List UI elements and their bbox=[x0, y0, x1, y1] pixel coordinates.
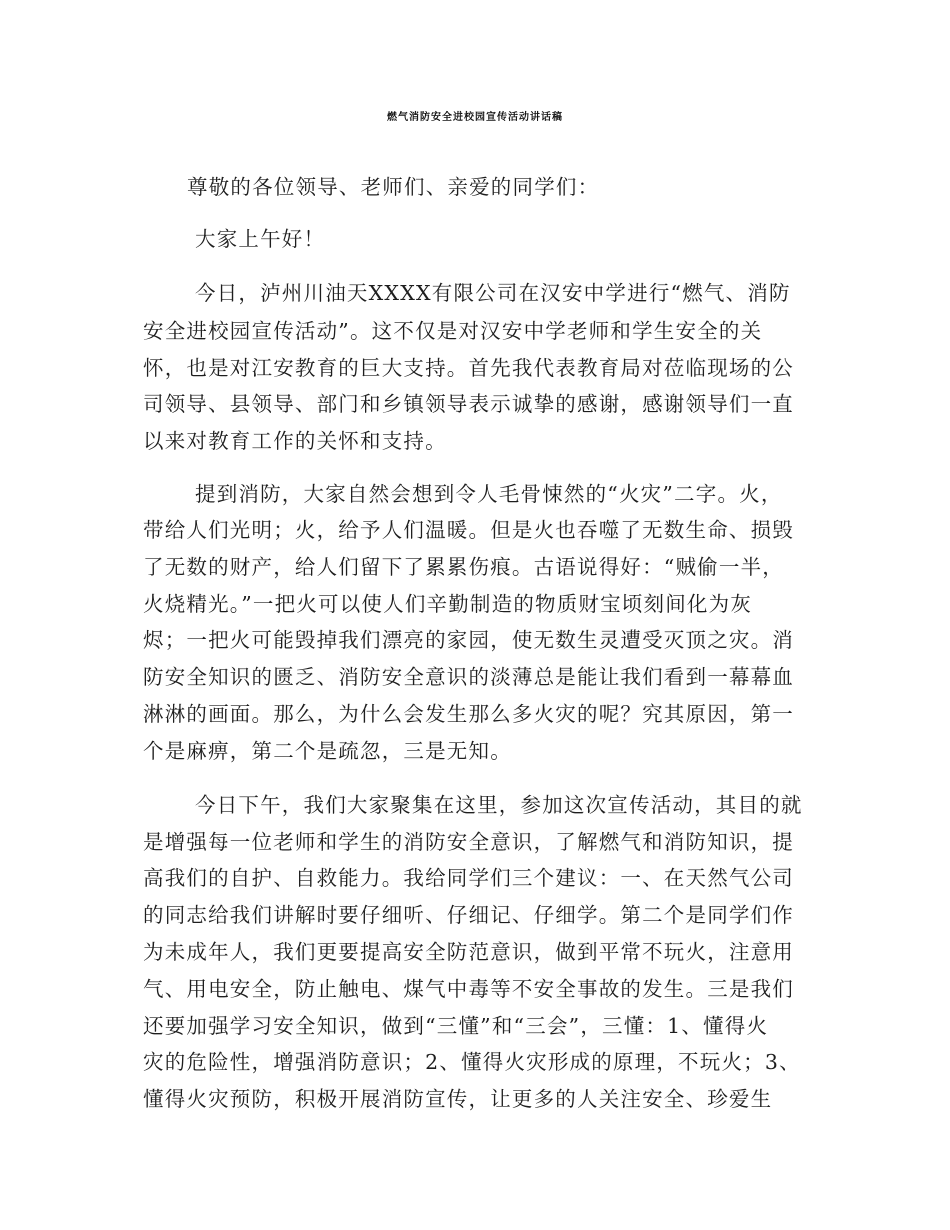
paragraph-2-line: 带给人们光明；火，给予人们温暖。但是火也吞噬了无数生命、损毁 bbox=[143, 518, 794, 542]
paragraph-3-line: 高我们的自护、自救能力。我给同学们三个建议：一、在天然气公司 bbox=[143, 866, 794, 890]
paragraph-3-line: 今日下午，我们大家聚集在这里，参加这次宣传活动，其目的就 bbox=[195, 793, 803, 817]
paragraph-3-line: 气、用电安全，防止触电、煤气中毒等不安全事故的发生。三是我们 bbox=[143, 977, 794, 1001]
paragraph-1-line: 司领导、县领导、部门和乡镇领导表示诚挚的感谢，感谢领导们一直 bbox=[143, 392, 794, 416]
paragraph-2-line: 防安全知识的匮乏、消防安全意识的淡薄总是能让我们看到一幕幕血 bbox=[143, 665, 794, 689]
paragraph-1-line: 安全进校园宣传活动”。这不仅是对汉安中学老师和学生安全的关 bbox=[143, 319, 763, 343]
paragraph-2-line: 淋淋的画面。那么，为什么会发生那么多火灾的呢？究其原因，第一 bbox=[143, 702, 794, 726]
paragraph-3-line: 灾的危险性，增强消防意识；2、懂得火灾形成的原理，不玩火；3、 bbox=[143, 1050, 801, 1074]
paragraph-2-line: 烬；一把火可能毁掉我们漂亮的家园，使无数生灵遭受灭顶之灾。消 bbox=[143, 628, 794, 652]
paragraph-1-line: 以来对教育工作的关怀和支持。 bbox=[143, 429, 447, 453]
paragraph-3-line: 还要加强学习安全知识，做到“三懂”和“三会”，三懂：1、懂得火 bbox=[143, 1014, 769, 1038]
paragraph-3-line: 是增强每一位老师和学生的消防安全意识，了解燃气和消防知识，提 bbox=[143, 830, 794, 854]
paragraph-3-line: 懂得火灾预防，积极开展消防宣传，让更多的人关注安全、珍爱生 bbox=[143, 1087, 773, 1111]
paragraph-1-line: 今日，泸州川油天XXXX有限公司在汉安中学进行“燃气、消防 bbox=[195, 281, 791, 305]
paragraph-2-line: 火烧精光。”一把火可以使人们辛勤制造的物质财宝顷刻间化为灰 bbox=[143, 592, 753, 616]
paragraph-3-line: 为未成年人，我们更要提高安全防范意识，做到平常不玩火，注意用 bbox=[143, 940, 794, 964]
greeting-line: 尊敬的各位领导、老师们、亲爱的同学们： bbox=[187, 175, 600, 199]
paragraph-1-line: 怀，也是对江安教育的巨大支持。首先我代表教育局对莅临现场的公 bbox=[143, 356, 794, 380]
hello-line: 大家上午好！ bbox=[195, 227, 326, 251]
paragraph-3-line: 的同志给我们讲解时要仔细听、仔细记、仔细学。第二个是同学们作 bbox=[143, 903, 794, 927]
paragraph-2-line: 了无数的财产，给人们留下了累累伤痕。古语说得好：“贼偷一半， bbox=[143, 555, 784, 579]
document-title: 燃气消防安全进校园宣传活动讲话稿 bbox=[387, 112, 563, 123]
paragraph-2-line: 提到消防，大家自然会想到令人毛骨悚然的“火灾”二字。火， bbox=[195, 482, 783, 506]
paragraph-2-line: 个是麻痹，第二个是疏忽，三是无知。 bbox=[143, 739, 512, 763]
